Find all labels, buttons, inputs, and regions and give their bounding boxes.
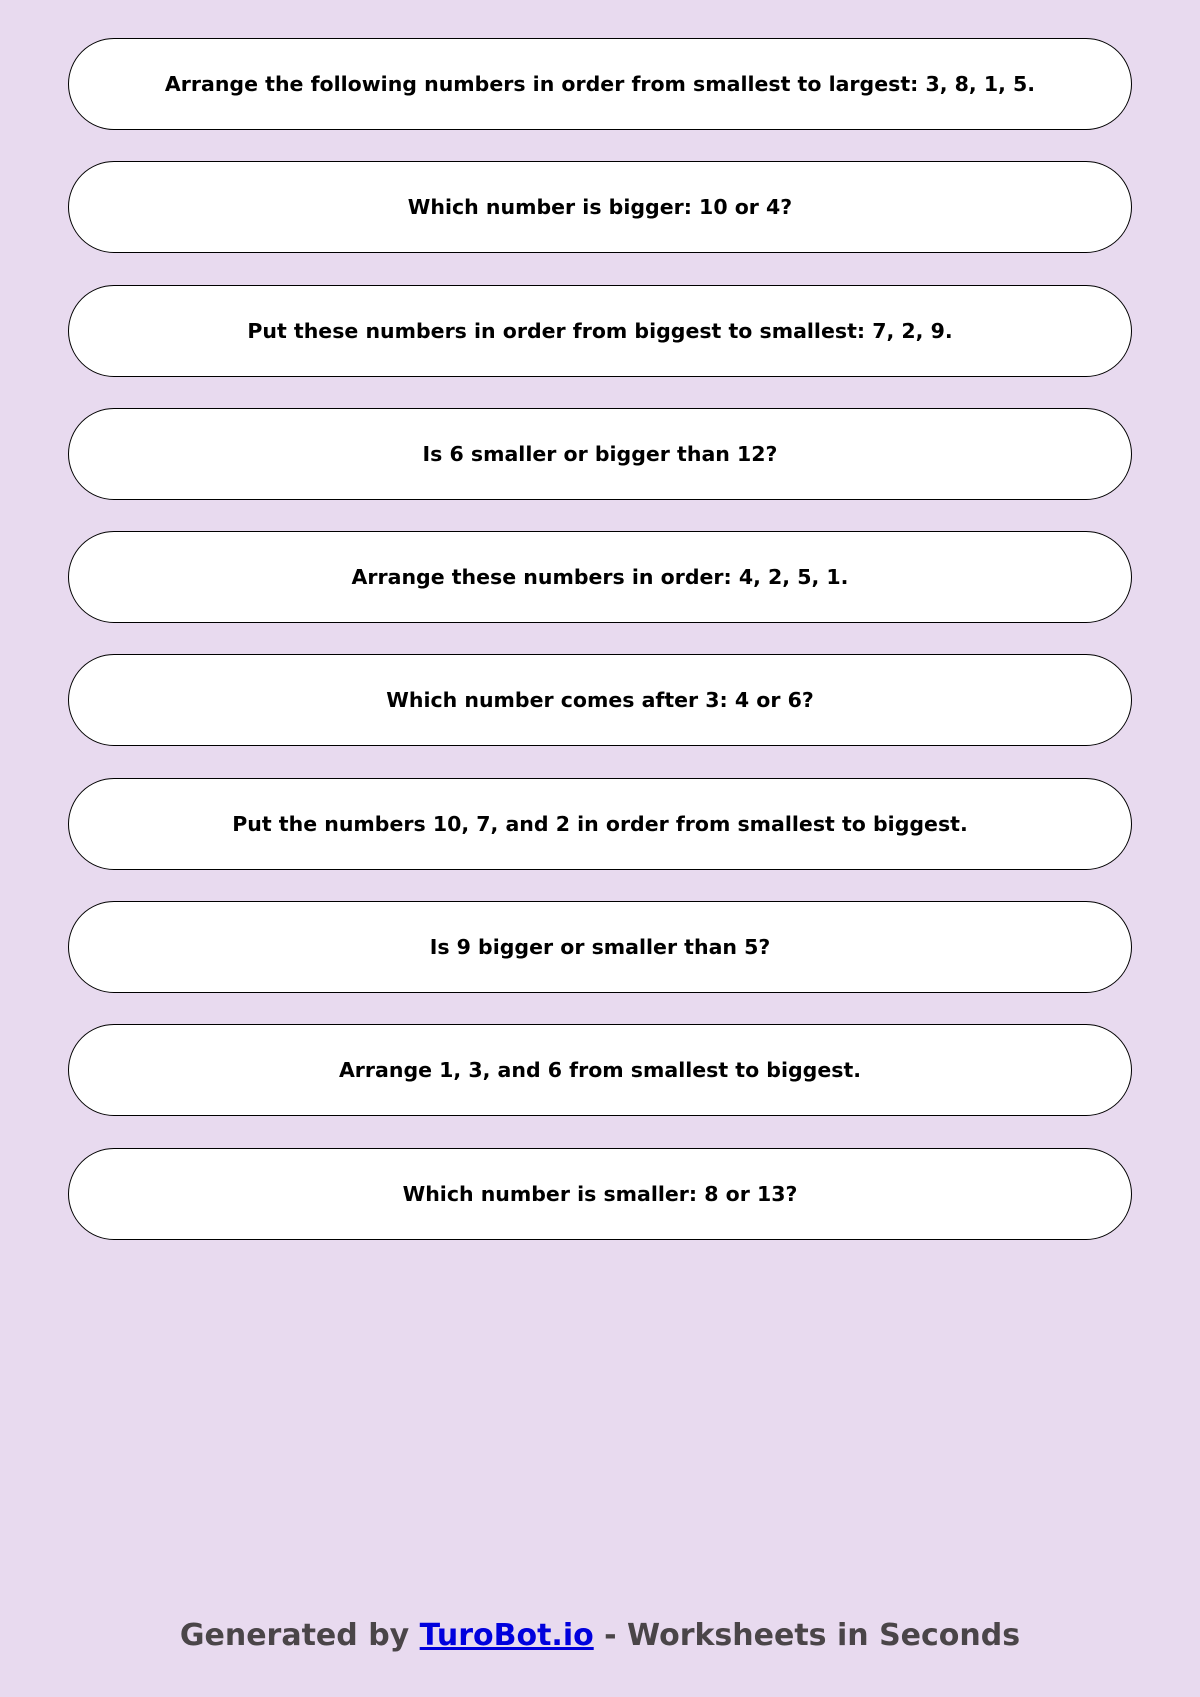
question-box-6	[68, 654, 1132, 746]
question-text: Arrange 1, 3, and 6 from smallest to biggest.	[338, 1058, 862, 1083]
question-text: Which number is bigger: 10 or 4?	[407, 195, 793, 220]
question-text: Which number comes after 3: 4 or 6?	[386, 688, 814, 713]
question-text: Arrange these numbers in order: 4, 2, 5, 1.	[351, 565, 849, 590]
question-text: Put the numbers 10, 7, and 2 in order from smallest to biggest.	[232, 811, 968, 836]
question-box-2	[68, 161, 1132, 253]
question-text: Is 9 bigger or smaller than 5?	[429, 935, 771, 960]
question-list	[68, 38, 1132, 1271]
footer-suffix: - Worksheets in Seconds	[593, 1618, 1021, 1653]
question-text: Arrange the following numbers in order from smallest to largest: 3, 8, 1, 5.	[164, 72, 1036, 96]
question-box-4	[68, 408, 1132, 500]
question-box-1	[68, 38, 1132, 130]
question-box-8	[68, 901, 1132, 993]
footer-prefix: Generated by	[179, 1618, 420, 1653]
question-text: Which number is smaller: 8 or 13?	[402, 1181, 798, 1206]
footer	[0, 1618, 1200, 1653]
question-box-10	[68, 1148, 1132, 1240]
question-box-9	[68, 1024, 1132, 1116]
question-text: Is 6 smaller or bigger than 12?	[422, 441, 778, 466]
question-text: Put these numbers in order from biggest to smallest: 7, 2, 9.	[247, 318, 953, 343]
question-box-5	[68, 531, 1132, 623]
question-box-7	[68, 778, 1132, 870]
question-box-3	[68, 285, 1132, 377]
turobot-link[interactable]: TuroBot.io	[419, 1618, 594, 1653]
